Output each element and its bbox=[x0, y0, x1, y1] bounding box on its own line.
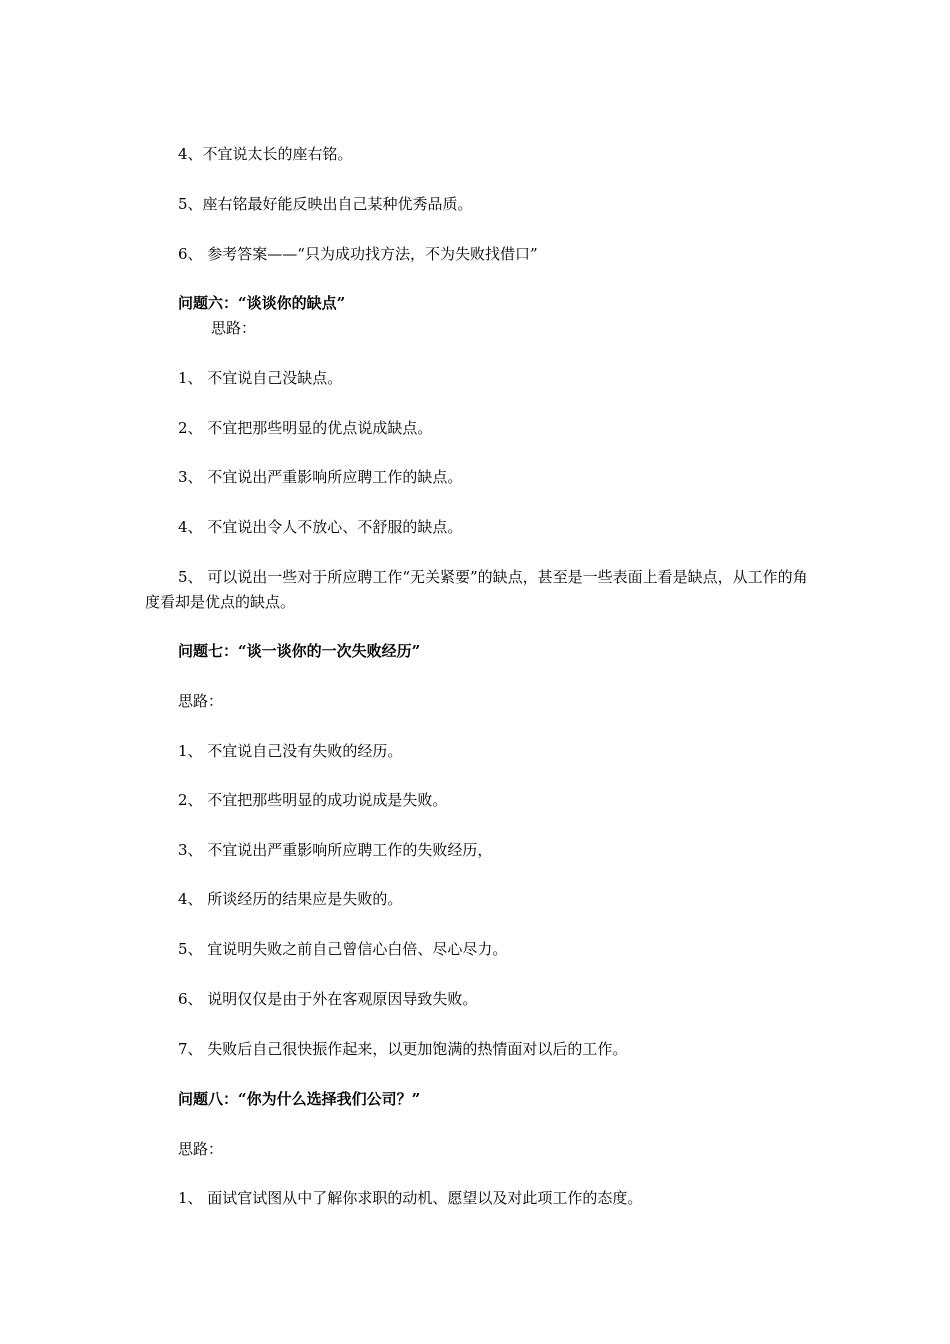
approach-label: 思路： bbox=[211, 319, 257, 337]
list-item: 5、 可以说出一些对于所应聘工作“无关紧要”的缺点，甚至是一些表面上看是缺点，从工作的角度看却是优点的缺点。 bbox=[145, 568, 808, 611]
list-item: 4、不宜说太长的座右铭。 bbox=[178, 145, 353, 163]
list-item: 5、 宜说明失败之前自己曾信心白倍、尽心尽力。 bbox=[178, 940, 508, 958]
list-item: 4、 不宜说出令人不放心、不舒服的缺点。 bbox=[178, 518, 463, 536]
list-item: 1、 不宜说自己没缺点。 bbox=[178, 369, 343, 387]
question-heading: 问题七：“谈一谈你的一次失败经历” bbox=[178, 642, 421, 660]
list-item: 1、 不宜说自己没有失败的经历。 bbox=[178, 742, 403, 760]
question-heading: 问题八：“你为什么选择我们公司？” bbox=[178, 1090, 421, 1108]
list-item: 1、 面试官试图从中了解你求职的动机、愿望以及对此项工作的态度。 bbox=[178, 1189, 643, 1207]
question-heading: 问题六：“谈谈你的缺点” bbox=[178, 294, 346, 312]
list-item: 2、 不宜把那些明显的成功说成是失败。 bbox=[178, 791, 448, 809]
list-item: 4、 所谈经历的结果应是失败的。 bbox=[178, 890, 403, 908]
approach-label: 思路： bbox=[178, 692, 224, 710]
list-item: 6、 说明仅仅是由于外在客观原因导致失败。 bbox=[178, 990, 478, 1008]
list-item: 6、 参考答案——“只为成功找方法，不为失败找借口” bbox=[178, 245, 538, 263]
approach-label: 思路： bbox=[178, 1140, 224, 1158]
list-item: 3、 不宜说出严重影响所应聘工作的缺点。 bbox=[178, 468, 463, 486]
list-item: 3、 不宜说出严重影响所应聘工作的失败经历， bbox=[178, 841, 493, 859]
list-item: 7、 失败后自己很快振作起来，以更加饱满的热情面对以后的工作。 bbox=[178, 1040, 628, 1058]
list-item: 2、 不宜把那些明显的优点说成缺点。 bbox=[178, 419, 433, 437]
list-item: 5、座右铭最好能反映出自己某种优秀品质。 bbox=[178, 195, 473, 213]
